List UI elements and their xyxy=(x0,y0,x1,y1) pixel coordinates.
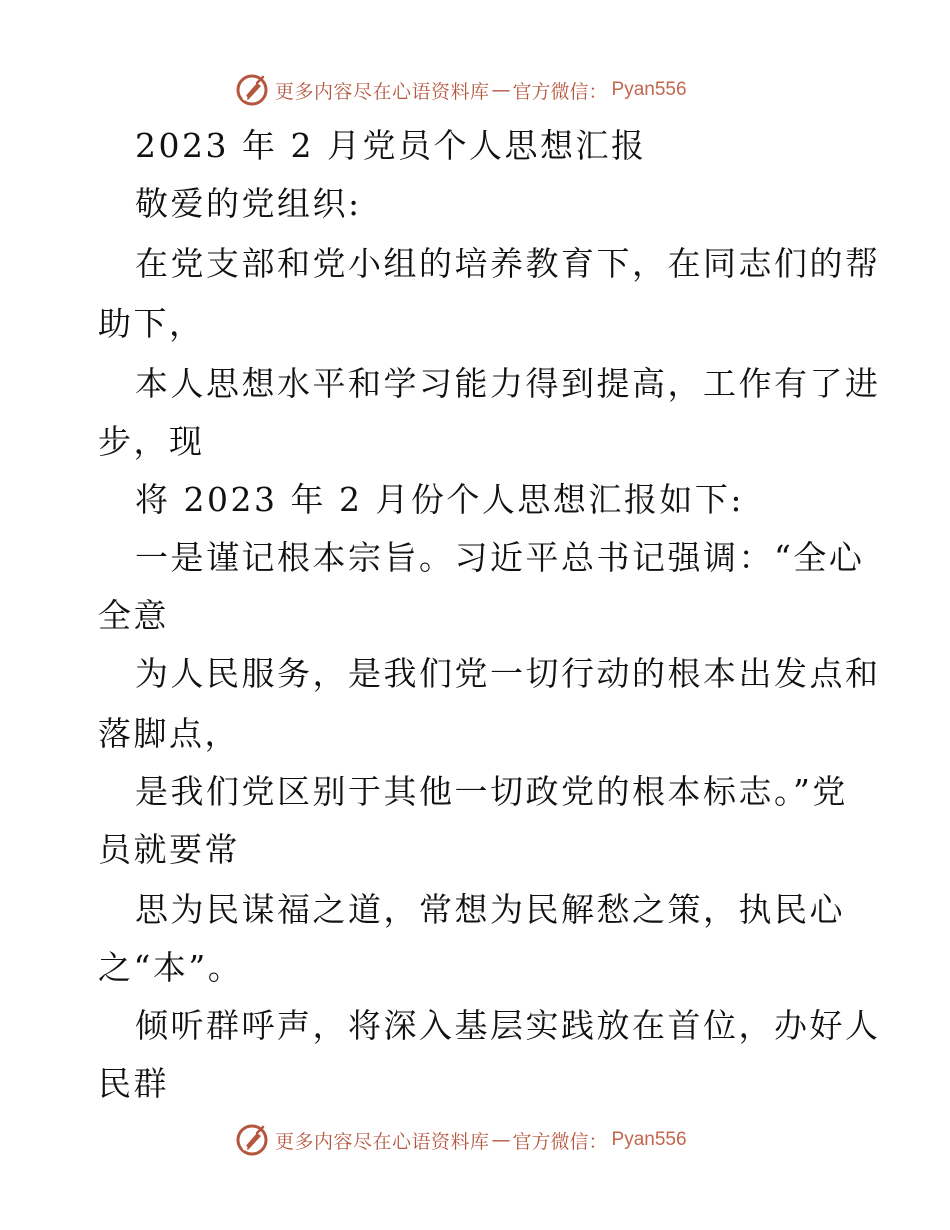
paragraph-line: 民群 xyxy=(98,1064,169,1103)
paragraph-line: 之“本”。 xyxy=(98,948,244,987)
header-watermark xyxy=(235,72,687,108)
paragraph-line: 步，现 xyxy=(98,422,205,461)
watermark-wechat-id: Pyan556 xyxy=(611,79,687,100)
watermark-wechat-id: Pyan556 xyxy=(611,1129,687,1150)
watermark-separator: — xyxy=(491,79,511,101)
paragraph-line: 将 2023 年 2 月份个人思想汇报如下: xyxy=(135,480,745,519)
watermark-text: 更多内容尽在心语资料库 xyxy=(275,80,490,103)
paragraph-line: 助下， xyxy=(98,304,205,343)
quill-pen-logo-icon xyxy=(235,1123,269,1157)
paragraph-line: 员就要常 xyxy=(98,830,240,869)
watermark-label: 官方微信： xyxy=(512,1130,608,1153)
paragraph-line: 本人思想水平和学习能力得到提高，工作有了进 xyxy=(135,364,881,403)
footer-watermark xyxy=(235,1122,687,1158)
paragraph-line: 全意 xyxy=(98,596,169,635)
paragraph-line: 倾听群呼声，将深入基层实践放在首位，办好人 xyxy=(135,1006,881,1045)
paragraph-line: 思为民谋福之道，常想为民解愁之策，执民心 xyxy=(135,890,845,929)
paragraph-line: 落脚点， xyxy=(98,714,240,753)
paragraph-line: 在党支部和党小组的培养教育下，在同志们的帮 xyxy=(135,244,881,283)
watermark-label: 官方微信： xyxy=(512,80,608,103)
watermark-separator: — xyxy=(491,1129,511,1151)
quill-pen-logo-icon xyxy=(235,73,269,107)
watermark-text: 更多内容尽在心语资料库 xyxy=(275,1130,490,1153)
paragraph-line: 一是谨记根本宗旨。习近平总书记强调：“全心 xyxy=(135,538,865,577)
paragraph-line: 为人民服务，是我们党一切行动的根本出发点和 xyxy=(135,654,881,693)
document-title: 2023 年 2 月党员个人思想汇报 xyxy=(135,126,647,165)
paragraph-line: 是我们党区别于其他一切政党的根本标志。”党 xyxy=(135,772,848,811)
salutation: 敬爱的党组织: xyxy=(135,184,362,223)
